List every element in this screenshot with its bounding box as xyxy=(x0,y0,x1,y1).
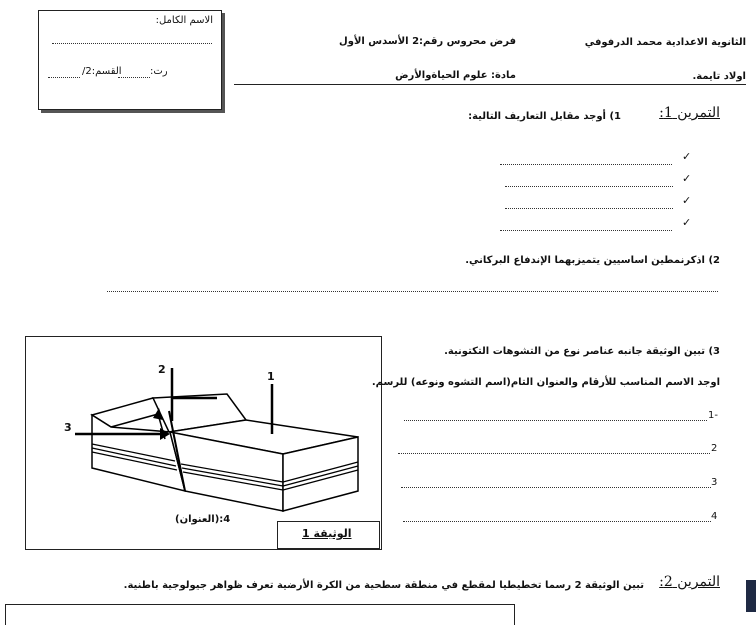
school-name: الثانوية الاعدادية محمد الدرفوفي xyxy=(584,37,746,48)
figure-caption: 4:(العنوان) xyxy=(175,514,231,525)
answer-field-4[interactable] xyxy=(403,521,711,522)
exercise1-title xyxy=(659,105,720,121)
figure-label-1: 1 xyxy=(267,370,275,383)
answer-field-3[interactable] xyxy=(401,487,711,488)
class-field[interactable] xyxy=(48,77,80,78)
figure-label-2: 2 xyxy=(158,363,166,376)
answer-label-4: 4 xyxy=(711,511,718,522)
answer-line-1[interactable] xyxy=(500,164,672,165)
answer-label-2: 2 xyxy=(711,443,718,454)
answer-field-2[interactable] xyxy=(398,453,710,454)
exercise2-title-text: التمرين 2: xyxy=(659,574,720,590)
exercise1-title-text: التمرين 1: xyxy=(659,105,720,121)
subject: مادة: علوم الحياةوالأرض xyxy=(395,70,516,81)
answer-label-1: 1- xyxy=(708,410,718,421)
class-label: القسم:2/ xyxy=(82,66,122,77)
check-icon: ✓ xyxy=(682,172,692,185)
answer-line-4[interactable] xyxy=(500,230,672,231)
exercise1-q2: 2) اذكرنمطين اساسيين يتميزبهما الإندفاع البركاني. xyxy=(465,255,720,266)
answer-label-3: 3 xyxy=(711,477,718,488)
exercise2-title xyxy=(659,574,720,590)
exercise1-q3-sub: اوجد الاسم المناسب للأرقام والعنوان التام(اسم التشوه ونوعه) للرسم. xyxy=(371,377,720,388)
exam-title: فرض محروس رقم:2 الأسدس الأول xyxy=(339,36,516,47)
check-icon: ✓ xyxy=(682,194,692,207)
number-field[interactable] xyxy=(118,77,150,78)
header-divider xyxy=(234,84,746,85)
answer-line-3[interactable] xyxy=(505,208,673,209)
side-tab xyxy=(746,580,756,612)
number-label: رت: xyxy=(150,66,168,77)
location: اولاد تايمة. xyxy=(692,71,746,82)
answer-field-1[interactable] xyxy=(404,420,707,421)
check-icon: ✓ xyxy=(682,216,692,229)
full-name-label: الاسم الكامل: xyxy=(155,15,213,26)
exercise1-q1: 1) أوجد مقابل التعاريف التالية: xyxy=(468,111,621,122)
figure-label-3: 3 xyxy=(64,421,72,434)
exercise2-text: تبين الوثيقة 2 رسما تخطيطيا لمقطع في منطقة سطحية من الكرة الأرضية تعرف ظواهر جيولوجية باطنية. xyxy=(123,580,644,591)
full-name-field[interactable] xyxy=(52,43,212,44)
document-1-label: الوثيقة 1 xyxy=(302,527,352,540)
document-2-frame xyxy=(5,604,515,625)
answer-line-2[interactable] xyxy=(505,186,673,187)
check-icon: ✓ xyxy=(682,150,692,163)
q2-answer-line[interactable] xyxy=(107,291,718,292)
exercise1-q3: 3) تبين الوثيقة جانبه عناصر نوع من التشوهات التكتونية. xyxy=(444,346,720,357)
